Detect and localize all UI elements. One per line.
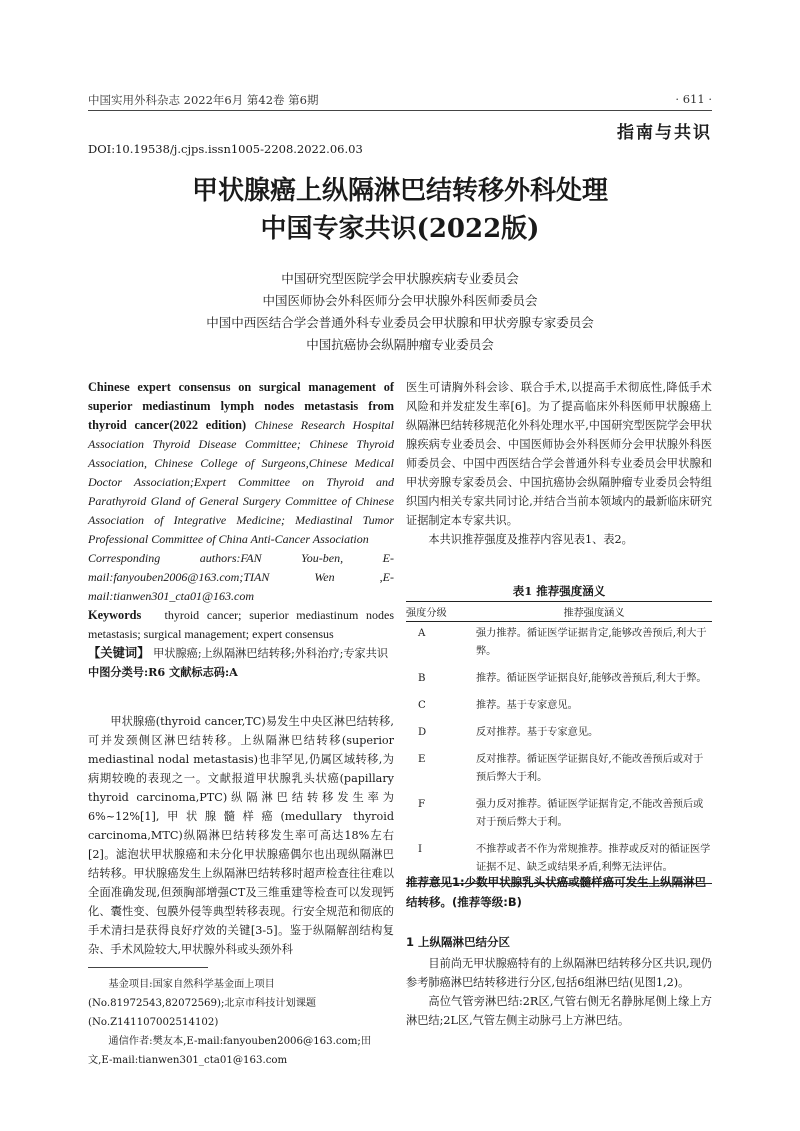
table-header: 强度分级: [406, 602, 476, 622]
corresponding-authors: Corresponding authors:FAN You-ben, E-mail:fanyouben2006@163.com;TIAN Wen ,E-mail:tianwen301_cta01@163.com: [88, 551, 394, 603]
table-row: [406, 667, 712, 694]
organization-list: [88, 268, 712, 356]
keywords: thyroid cancer; superior mediastinum nodes metastasis; surgical management; expert consensus: [88, 608, 395, 641]
footnote-rule: [88, 967, 208, 968]
classification: 中图分类号:R6 文献标志码:A: [88, 665, 238, 679]
organization: 中国中西医结合学会普通外科专业委员会甲状腺和甲状旁腺专家委员会: [206, 315, 594, 330]
section-heading: 1 上纵隔淋巴结分区: [406, 935, 511, 949]
table-cell: 推荐。基于专家意见。: [476, 700, 578, 711]
table-cell: I: [406, 838, 476, 884]
english-authors: Chinese Research Hospital Association Thyroid Disease Committee; Chinese Thyroid Association, Chinese College of Surgeons,Chinese Medical Doctor Association;Expert Committee on Thyroid and Parathyroid Gland of General Surgery Committee of Chinese Association of Integrative Medicine; Mediastinal Tumor Professional Committee of China Anti-Cancer Association: [88, 418, 394, 546]
fund-note: 基金项目:国家自然科学基金面上项目(No.81972543,82072569);北京市科技计划课题(No.Z141107002514102): [88, 979, 317, 1028]
table-cell: 反对推荐。循证医学证据良好,不能改善预后或对于预后弊大于利。: [476, 754, 704, 783]
table-row: [406, 694, 712, 721]
footnotes: [88, 975, 394, 1070]
table-cell: 强力推荐。循证医学证据肯定,能够改善预后,利大于弊。: [476, 628, 707, 657]
paragraph: 目前尚无甲状腺癌特有的上纵隔淋巴结转移分区共识,现仍参考肺癌淋巴结转移进行分区,包括6组淋巴结(见图1,2)。: [406, 957, 712, 989]
table-cell: B: [418, 673, 426, 684]
recommendation-table: [406, 601, 712, 884]
table-cell: C: [418, 700, 426, 711]
cn-keywords-label: 【关键词】: [88, 646, 150, 660]
title-line-2: 中国专家共识(2022版): [260, 214, 540, 244]
table-cell: E: [418, 754, 426, 765]
section-tag: 指南与共识: [617, 123, 712, 143]
organization: 中国研究型医院学会甲状腺疾病专业委员会: [281, 271, 519, 286]
table-header-row: [406, 602, 712, 622]
english-title: Chinese expert consensus on surgical management of superior mediastinum lymph nodes metastasis from thyroid cancer(2022 edition): [88, 380, 394, 432]
cn-keywords: 甲状腺癌;上纵隔淋巴结转移;外科治疗;专家共识: [153, 647, 389, 660]
organization: 中国抗癌协会纵隔肿瘤专业委员会: [306, 337, 494, 352]
table-row: [406, 622, 712, 668]
table-cell: 反对推荐。基于专家意见。: [476, 727, 599, 738]
table-cell: 不推荐或者不作为常规推荐。推荐或反对的循证医学证据不足、缺乏或结果矛盾,利弊无法评估。: [476, 838, 712, 884]
paragraph: 本共识推荐强度及推荐内容见表1、表2。: [428, 533, 633, 546]
doi: DOI:10.19538/j.cjps.issn1005-2208.2022.06.03: [88, 142, 363, 156]
title-line-1: 甲状腺癌上纵隔淋巴结转移外科处理: [191, 176, 608, 206]
table-row: [406, 721, 712, 748]
table-cell: 推荐。循证医学证据良好,能够改善预后,利大于弊。: [476, 673, 707, 684]
body-right: [406, 378, 712, 549]
article-title: [88, 172, 712, 248]
page-number: · 611 ·: [675, 92, 712, 106]
table-cell: D: [418, 727, 427, 738]
table-cell: 强力反对推荐。循证医学证据肯定,不能改善预后或对于预后弊大于利。: [476, 799, 704, 828]
table-cell: A: [418, 628, 426, 639]
journal-header: 中国实用外科杂志 2022年6月 第42卷 第6期: [88, 93, 319, 107]
table-row: [406, 793, 712, 838]
section-body: [406, 954, 712, 1030]
recommendation-1: 推荐意见1:少数甲状腺乳头状癌或髓样癌可发生上纵隔淋巴结转移。(推荐等级:B): [406, 875, 707, 909]
corresponding-note: 通信作者:樊友本,E-mail:fanyouben2006@163.com;田文,E-mail:tianwen301_cta01@163.com: [88, 1036, 372, 1066]
table-header: 推荐强度涵义: [476, 602, 712, 622]
header-rule: [88, 110, 712, 111]
table-row: [406, 748, 712, 793]
table-cell: F: [418, 799, 426, 810]
body-left: [88, 712, 394, 959]
paragraph: 高位气管旁淋巴结:2R区,气管右侧无名静脉尾侧上缘上方淋巴结;2L区,气管左侧主动脉弓上方淋巴结。: [406, 995, 712, 1027]
table-caption: 表1 推荐强度涵义: [512, 584, 606, 598]
english-abstract: [88, 378, 394, 682]
paragraph: 医生可请胸外科会诊、联合手术,以提高手术彻底性,降低手术风险和并发症发生率[6]。为了提高临床外科医师甲状腺癌上纵隔淋巴结转移规范化外科处理水平,中国研究型医院学会甲状腺疾病专业委员会、中国医师协会外科医师分会甲状腺外科医师委员会、中国中西医结合学会普通外科专业委员会甲状腺和甲状旁腺专家委员会、中国抗癌协会纵隔肿瘤专业委员会特组织国内相关专家共同讨论,并结合当前本领域内的最新临床研究证据制定本专家共识。: [406, 381, 712, 527]
organization: 中国医师协会外科医师分会甲状腺外科医师委员会: [262, 293, 538, 308]
keywords-label: Keywords: [88, 608, 142, 622]
paragraph: 甲状腺癌(thyroid cancer,TC)易发生中央区淋巴结转移,可并发颈侧区淋巴结转移。上纵隔淋巴结转移(superior mediastinal nodal metastasis)也非罕见,仍属区域转移,为病期较晚的表现之一。文献报道甲状腺乳头状癌(papillary thyroid carcinoma,PTC)纵隔淋巴结转移发生率为6%~12%[1],甲状腺髓样癌(medullary thyroid carcinoma,MTC)纵隔淋巴结转移发生率可高达18%左右[2]。滤泡状甲状腺癌和未分化甲状腺癌偶尔也出现纵隔淋巴结转移。甲状腺癌发生上纵隔淋巴结转移时超声检查往往难以全面准确发现,但颈胸部增强CT及三维重建等检查可以发现钙化、囊性变、包膜外侵等典型转移表现。行安全规范和彻底的手术清扫是获得良好疗效的关键[3-5]。鉴于纵隔解剖结构复杂、手术风险较大,甲状腺外科或头颈外科: [88, 715, 394, 956]
